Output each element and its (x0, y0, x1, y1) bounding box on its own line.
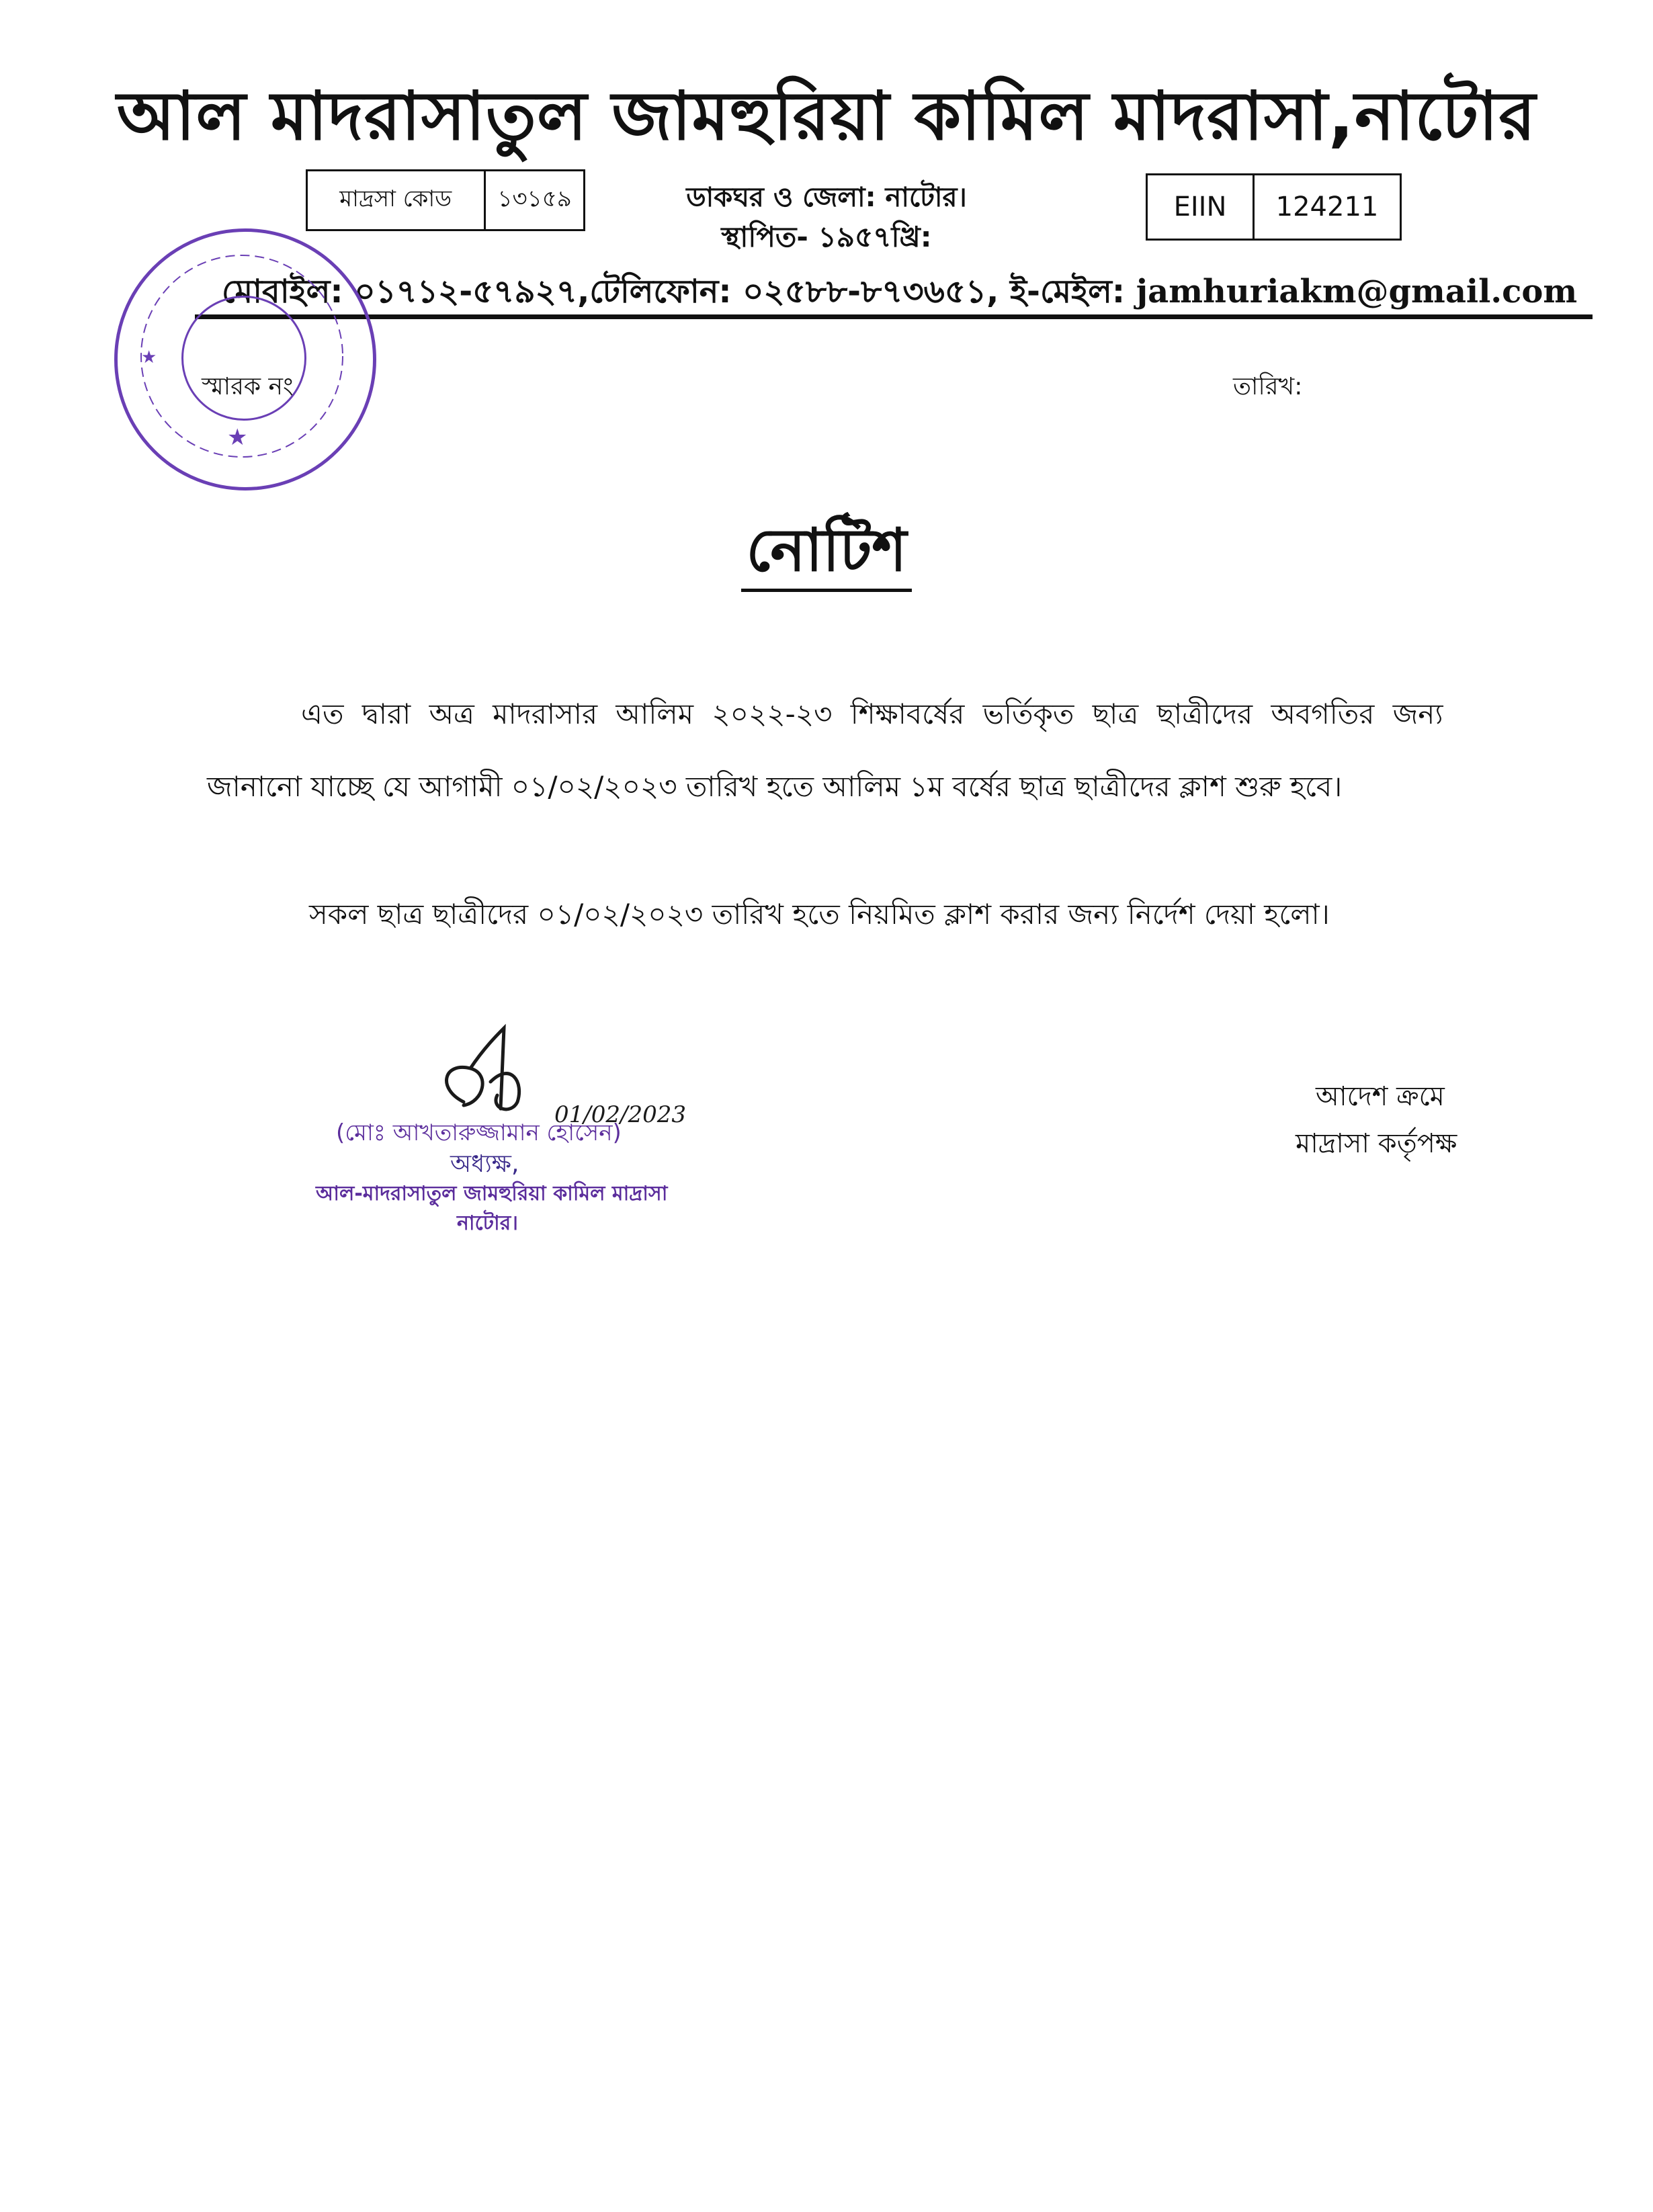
round-seal-stamp (114, 228, 376, 491)
by-order-label: আদেশ ক্রমে (1316, 1081, 1445, 1112)
institution-title: আল মাদরাসাতুল জামহুরিয়া কামিল মাদরাসা,নাটোর (116, 77, 1537, 155)
seal-text-ring (114, 228, 370, 484)
notice-line-3: সকল ছাত্র ছাত্রীদের ০১/০২/২০২৩ তারিখ হতে নিয়মিত ক্লাশ করার জন্য নির্দেশ দেয়া হলো। (309, 898, 1330, 931)
memo-number-label: স্মারক নং (202, 373, 294, 400)
madrasa-code-label: মাদ্রসা কোড (339, 185, 452, 212)
notice-line-1: এত দ্বারা অত্র মাদরাসার আলিম ২০২২-২৩ শিক্ষাবর্ষের ভর্তিকৃত ছাত্র ছাত্রীদের অবগতির জন্য (301, 697, 1443, 730)
date-label: তারিখ: (1233, 373, 1303, 400)
madrasa-code-value: ১৩১৫৯ (484, 171, 584, 229)
eiin-label: EIIN (1173, 192, 1227, 222)
seal-institution-name: আল-মাদরাসাতুল জামহুরিয়া কামিল মাদ্রাসা (316, 1182, 668, 1205)
principal-name: (মোঃ আখতারুজ্জামান হোসেন) (336, 1119, 622, 1146)
email-address: jamhuriakm@gmail.com (1136, 273, 1578, 310)
established-line: স্থাপিত- ১৯৫৭খ্রি: (721, 220, 932, 253)
principal-title: অধ্যক্ষ, (450, 1150, 519, 1178)
handwritten-signature (410, 1021, 692, 1129)
notice-title: নোটিশ (741, 515, 913, 592)
svg-text:★: ★ (141, 347, 157, 368)
address-line: ডাকঘর ও জেলা: নাটোর। (686, 182, 967, 213)
contact-numbers: মোবাইল: ০১৭১২-৫৭৯২৭,টেলিফোন: ০২৫৮৮-৮৭৩৬৫১, ই-মেইল: (222, 273, 1136, 310)
notice-line-2: জানানো যাচ্ছে যে আগামী ০১/০২/২০২৩ তারিখ হতে আলিম ১ম বর্ষের ছাত্র ছাত্রীদের ক্লাশ শুরু হবে। (207, 770, 1343, 803)
handwritten-date: 01/02/2023 (554, 1101, 686, 1128)
svg-text:★: ★ (227, 424, 248, 451)
seal-place: নাটোর। (457, 1211, 518, 1235)
contact-line (222, 267, 1577, 321)
eiin-value: 124211 (1253, 175, 1400, 239)
header-divider (195, 314, 1593, 319)
authority-label: মাদ্রাসা কর্তৃপক্ষ (1296, 1128, 1457, 1159)
notice-heading (0, 505, 1653, 604)
